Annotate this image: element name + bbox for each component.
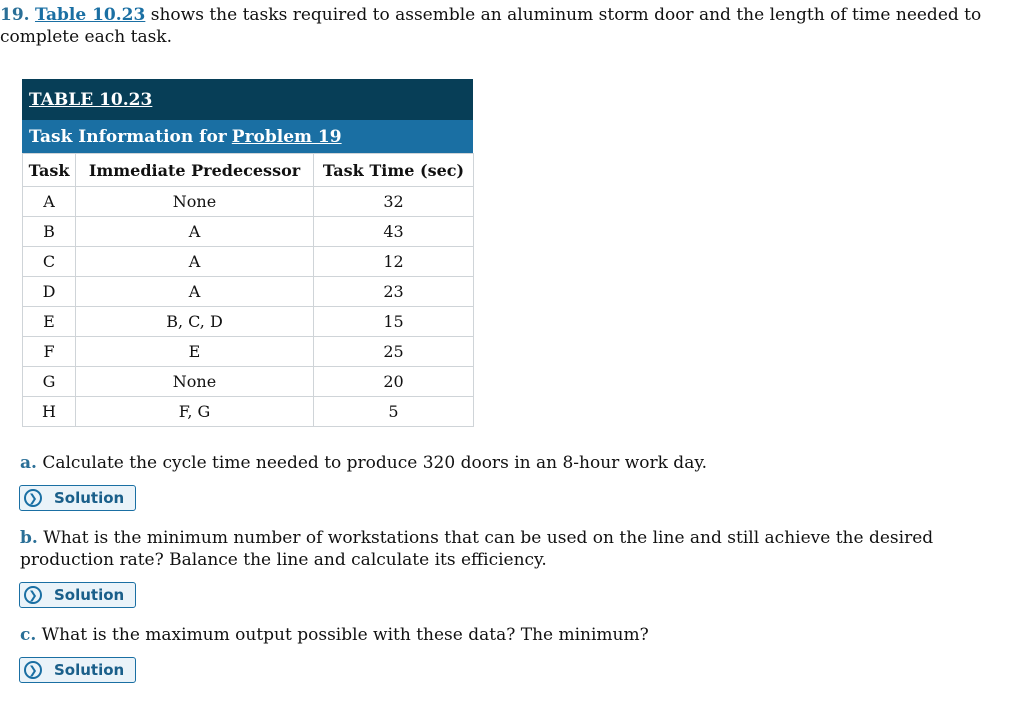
cell-task: E [23, 307, 76, 337]
cell-time: 5 [314, 397, 474, 427]
cell-predecessor: A [76, 277, 314, 307]
table-row [23, 277, 474, 307]
cell-task: B [23, 217, 76, 247]
chevron-right-circle-icon: ❯ [24, 661, 42, 679]
table-row [23, 217, 474, 247]
chevron-right-circle-icon: ❯ [24, 586, 42, 604]
data-table [22, 153, 474, 427]
table-subtitle: Task Information for [29, 126, 227, 147]
cell-task: F [23, 337, 76, 367]
table-row [23, 337, 474, 367]
problem-text: shows the tasks required to assemble an aluminum storm door and the length of time needed to complete each task. [0, 5, 982, 47]
table-row [23, 307, 474, 337]
column-header-time: Task Time (sec) [314, 154, 474, 187]
cell-predecessor: None [76, 187, 314, 217]
cell-task: D [23, 277, 76, 307]
column-header-task: Task [23, 154, 76, 187]
chevron-right-circle-icon: ❯ [24, 489, 42, 507]
table-link[interactable]: Table 10.23 [34, 5, 146, 25]
cell-predecessor: A [76, 217, 314, 247]
table-title: TABLE 10.23 [29, 89, 153, 110]
solution-button-b[interactable] [19, 582, 136, 608]
cell-task: H [23, 397, 76, 427]
cell-predecessor: None [76, 367, 314, 397]
solution-label: Solution [54, 661, 125, 679]
solution-button-a[interactable] [19, 485, 136, 511]
cell-time: 20 [314, 367, 474, 397]
question-b [20, 527, 1010, 571]
question-label: a. [20, 453, 37, 473]
solution-label: Solution [54, 489, 125, 507]
solution-button-c[interactable] [19, 657, 136, 683]
task-table [22, 79, 473, 427]
table-row [23, 247, 474, 277]
cell-predecessor: B, C, D [76, 307, 314, 337]
table-row [23, 397, 474, 427]
problem-statement [0, 4, 1010, 48]
cell-predecessor: A [76, 247, 314, 277]
cell-time: 12 [314, 247, 474, 277]
question-label: b. [20, 528, 38, 548]
cell-task: C [23, 247, 76, 277]
question-text: Calculate the cycle time needed to produce 320 doors in an 8-hour work day. [36, 453, 708, 473]
table-title-bar [22, 79, 473, 120]
table-row [23, 367, 474, 397]
problem-link[interactable]: Problem 19 [231, 126, 342, 147]
question-text: What is the maximum output possible with these data? The minimum? [36, 625, 649, 645]
solution-label: Solution [54, 586, 125, 604]
question-label: c. [20, 625, 37, 645]
cell-time: 32 [314, 187, 474, 217]
cell-time: 23 [314, 277, 474, 307]
cell-predecessor: F, G [76, 397, 314, 427]
column-header-predecessor: Immediate Predecessor [76, 154, 314, 187]
cell-time: 15 [314, 307, 474, 337]
question-a [20, 452, 1010, 474]
table-subtitle-bar [22, 120, 473, 153]
table-row [23, 187, 474, 217]
cell-task: G [23, 367, 76, 397]
cell-time: 43 [314, 217, 474, 247]
question-text: What is the minimum number of workstations that can be used on the line and still achieve the desired production rate? Balance the line and calculate its efficiency. [20, 528, 934, 570]
problem-number: 19. [0, 5, 30, 25]
question-c [20, 624, 1010, 646]
cell-predecessor: E [76, 337, 314, 367]
table-header-row [23, 154, 474, 187]
cell-time: 25 [314, 337, 474, 367]
cell-task: A [23, 187, 76, 217]
